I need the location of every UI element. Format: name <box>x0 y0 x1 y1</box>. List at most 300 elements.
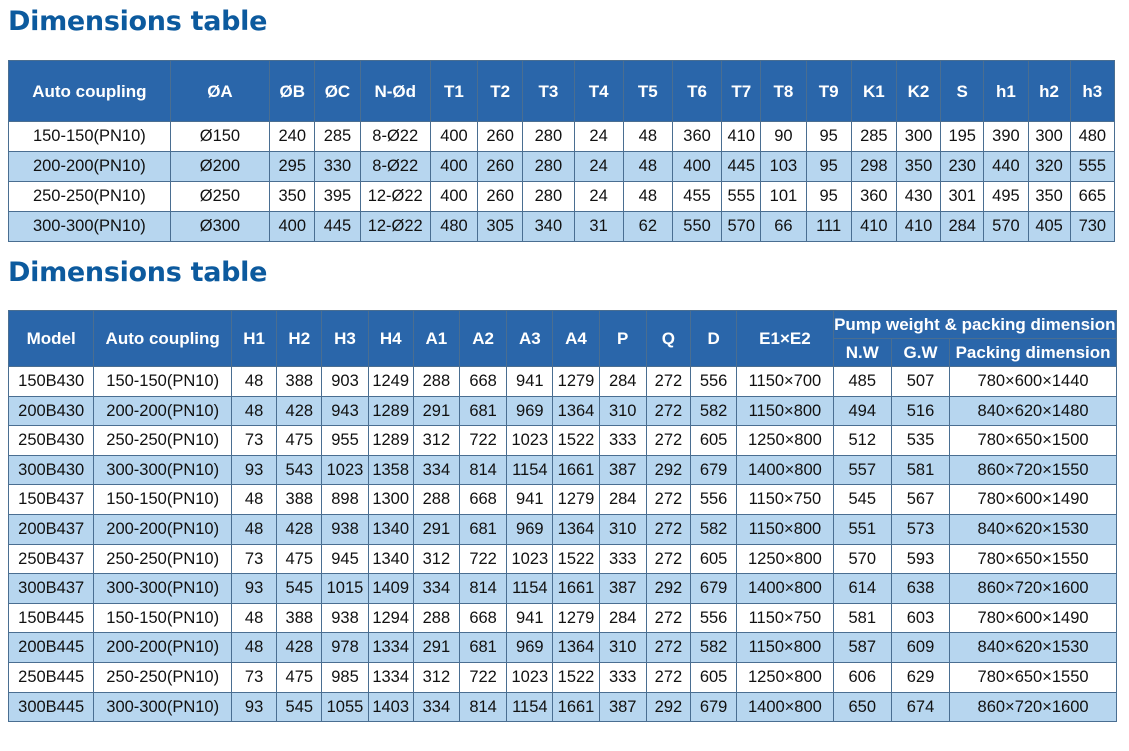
table-cell: 668 <box>460 485 507 515</box>
table-cell: 291 <box>413 514 459 544</box>
table-cell: 593 <box>891 544 949 574</box>
column-header: H3 <box>322 311 368 367</box>
table-cell: 428 <box>277 396 322 426</box>
table-cell: 24 <box>574 122 623 152</box>
table-cell: 668 <box>460 367 507 397</box>
table-cell: 90 <box>761 122 806 152</box>
table-cell: 582 <box>691 633 737 663</box>
table-cell: 305 <box>478 212 523 242</box>
dimensions-table-coupling <box>8 60 1115 242</box>
table-cell: 284 <box>599 367 646 397</box>
table-cell: 1150×800 <box>737 633 833 663</box>
table-cell: Ø200 <box>170 152 269 182</box>
table-cell: 814 <box>460 455 507 485</box>
table-cell: 780×600×1440 <box>950 367 1117 397</box>
table-cell: 629 <box>891 662 949 692</box>
table-cell: 614 <box>833 574 891 604</box>
table-cell: 1334 <box>368 662 413 692</box>
table-cell: 722 <box>460 544 507 574</box>
table-cell: 298 <box>851 152 896 182</box>
table-cell: 310 <box>599 396 646 426</box>
table-cell: 545 <box>277 692 322 722</box>
table-cell: 1154 <box>507 692 553 722</box>
column-header: K1 <box>851 61 896 122</box>
column-header: h1 <box>984 61 1028 122</box>
table-cell: 985 <box>322 662 368 692</box>
table-cell: 334 <box>413 692 459 722</box>
table-cell: 300B437 <box>9 574 94 604</box>
table-cell: 410 <box>722 122 761 152</box>
table-cell: 445 <box>315 212 360 242</box>
table-cell: 280 <box>523 152 574 182</box>
table-cell: 814 <box>460 692 507 722</box>
table-cell: 556 <box>691 485 737 515</box>
table-cell: 1289 <box>368 396 413 426</box>
column-subheader: Packing dimension <box>950 339 1117 367</box>
table-cell: 551 <box>833 514 891 544</box>
table-cell: 480 <box>430 212 477 242</box>
table-cell: 485 <box>833 367 891 397</box>
table-cell: 300B430 <box>9 455 94 485</box>
table-cell: 570 <box>984 212 1028 242</box>
table-cell: 943 <box>322 396 368 426</box>
table-cell: 455 <box>672 182 721 212</box>
table-cell: 969 <box>507 514 553 544</box>
table-cell: 556 <box>691 367 737 397</box>
column-header: D <box>691 311 737 367</box>
table-cell: 550 <box>672 212 721 242</box>
table-cell: 582 <box>691 396 737 426</box>
table-cell: 1279 <box>553 603 599 633</box>
table-cell: 410 <box>851 212 896 242</box>
column-subheader: N.W <box>833 339 891 367</box>
table-cell: 722 <box>460 662 507 692</box>
table-cell: 1400×800 <box>737 455 833 485</box>
table-cell: 557 <box>833 455 891 485</box>
table-cell: 312 <box>413 544 459 574</box>
table-cell: 48 <box>231 367 276 397</box>
table-cell: 350 <box>270 182 315 212</box>
table-cell: 260 <box>478 182 523 212</box>
table-row <box>9 367 1117 397</box>
column-header: ØC <box>315 61 360 122</box>
table-cell: 93 <box>231 692 276 722</box>
table-cell: 334 <box>413 574 459 604</box>
table-cell: 150-150(PN10) <box>94 367 232 397</box>
column-header: K2 <box>896 61 940 122</box>
table-cell: 679 <box>691 574 737 604</box>
table-cell: 780×600×1490 <box>950 485 1117 515</box>
table-cell: 440 <box>984 152 1028 182</box>
table-cell: 1300 <box>368 485 413 515</box>
table-cell: 240 <box>270 122 315 152</box>
table-cell: 1289 <box>368 426 413 456</box>
table1-header-row <box>9 61 1115 122</box>
table-cell: Ø150 <box>170 122 269 152</box>
table-cell: 333 <box>599 426 646 456</box>
table-cell: 1150×750 <box>737 603 833 633</box>
table-cell: 780×650×1550 <box>950 662 1117 692</box>
table-cell: 1023 <box>507 544 553 574</box>
table-cell: 200B430 <box>9 396 94 426</box>
table-cell: 507 <box>891 367 949 397</box>
table-cell: 516 <box>891 396 949 426</box>
table-cell: 1661 <box>553 692 599 722</box>
table-row <box>9 544 1117 574</box>
table-cell: 938 <box>322 514 368 544</box>
table-cell: 230 <box>941 152 984 182</box>
table-cell: 903 <box>322 367 368 397</box>
table-cell: 681 <box>460 633 507 663</box>
table-cell: 494 <box>833 396 891 426</box>
table-cell: 150-150(PN10) <box>94 485 232 515</box>
table-cell: 73 <box>231 662 276 692</box>
table-cell: 272 <box>646 633 690 663</box>
column-header: h2 <box>1028 61 1070 122</box>
table-cell: 665 <box>1070 182 1114 212</box>
table-cell: 291 <box>413 633 459 663</box>
table-row <box>9 603 1117 633</box>
column-header: T5 <box>623 61 672 122</box>
table-cell: 350 <box>1028 182 1070 212</box>
table-cell: 1409 <box>368 574 413 604</box>
table-cell: 545 <box>833 485 891 515</box>
table-cell: 445 <box>722 152 761 182</box>
table-cell: 300-300(PN10) <box>94 574 232 604</box>
table-cell: 300-300(PN10) <box>94 455 232 485</box>
column-header: H1 <box>231 311 276 367</box>
table-cell: 101 <box>761 182 806 212</box>
table-cell: 840×620×1530 <box>950 633 1117 663</box>
table-cell: 400 <box>672 152 721 182</box>
table-cell: 48 <box>231 633 276 663</box>
table-cell: 395 <box>315 182 360 212</box>
table-cell: 780×650×1550 <box>950 544 1117 574</box>
table-cell: 310 <box>599 633 646 663</box>
table-cell: 650 <box>833 692 891 722</box>
table-cell: 292 <box>646 574 690 604</box>
table-cell: 291 <box>413 396 459 426</box>
group-header: Pump weight & packing dimension <box>833 311 1116 339</box>
table-cell: 272 <box>646 544 690 574</box>
table-cell: 969 <box>507 396 553 426</box>
table-cell: 150-150(PN10) <box>9 122 171 152</box>
table-cell: 24 <box>574 182 623 212</box>
table-cell: 62 <box>623 212 672 242</box>
table-row <box>9 396 1117 426</box>
table-cell: 272 <box>646 396 690 426</box>
table-cell: 581 <box>891 455 949 485</box>
column-header: T8 <box>761 61 806 122</box>
table-cell: 333 <box>599 544 646 574</box>
table-row <box>9 692 1117 722</box>
table-cell: 284 <box>599 485 646 515</box>
column-header: A3 <box>507 311 553 367</box>
table-cell: 95 <box>806 182 851 212</box>
table-cell: 1279 <box>553 485 599 515</box>
table-cell: 1279 <box>553 367 599 397</box>
table-cell: 360 <box>851 182 896 212</box>
table-cell: 387 <box>599 455 646 485</box>
table-cell: 73 <box>231 544 276 574</box>
table-cell: 1358 <box>368 455 413 485</box>
table-cell: 292 <box>646 692 690 722</box>
table-cell: 73 <box>231 426 276 456</box>
table-cell: 1055 <box>322 692 368 722</box>
table-row <box>9 426 1117 456</box>
table-row <box>9 662 1117 692</box>
table-cell: 1023 <box>322 455 368 485</box>
table-cell: 272 <box>646 367 690 397</box>
table-cell: 272 <box>646 485 690 515</box>
table-cell: 556 <box>691 603 737 633</box>
table-cell: 292 <box>646 455 690 485</box>
table-cell: 1250×800 <box>737 544 833 574</box>
table-cell: 814 <box>460 574 507 604</box>
table-cell: 387 <box>599 692 646 722</box>
table-cell: 388 <box>277 485 322 515</box>
column-header: Auto coupling <box>9 61 171 122</box>
table-cell: 48 <box>231 603 276 633</box>
column-header: A1 <box>413 311 459 367</box>
table-cell: 1023 <box>507 662 553 692</box>
table-cell: 250-250(PN10) <box>94 544 232 574</box>
table-cell: 567 <box>891 485 949 515</box>
column-header: H2 <box>277 311 322 367</box>
table-row <box>9 455 1117 485</box>
table-cell: 1340 <box>368 514 413 544</box>
column-subheader: G.W <box>891 339 949 367</box>
table-cell: 428 <box>277 514 322 544</box>
table-cell: 475 <box>277 544 322 574</box>
table-cell: 200B445 <box>9 633 94 663</box>
table-cell: 300B445 <box>9 692 94 722</box>
column-header: T2 <box>478 61 523 122</box>
column-header: Model <box>9 311 94 367</box>
column-header: ØA <box>170 61 269 122</box>
column-header: E1×E2 <box>737 311 833 367</box>
table-cell: 410 <box>896 212 940 242</box>
table-cell: 300-300(PN10) <box>94 692 232 722</box>
table-cell: 301 <box>941 182 984 212</box>
table-cell: 295 <box>270 152 315 182</box>
table-cell: 388 <box>277 367 322 397</box>
table-cell: 284 <box>599 603 646 633</box>
table-cell: 195 <box>941 122 984 152</box>
table-cell: 475 <box>277 426 322 456</box>
table-cell: 334 <box>413 455 459 485</box>
table-cell: 95 <box>806 122 851 152</box>
table-cell: 840×620×1480 <box>950 396 1117 426</box>
table-cell: 333 <box>599 662 646 692</box>
table-cell: 1364 <box>553 633 599 663</box>
table-cell: 288 <box>413 367 459 397</box>
table-cell: 1294 <box>368 603 413 633</box>
column-header: T7 <box>722 61 761 122</box>
table-cell: 48 <box>623 122 672 152</box>
table-cell: 300 <box>1028 122 1070 152</box>
table-cell: 898 <box>322 485 368 515</box>
table-cell: 284 <box>941 212 984 242</box>
table-cell: 605 <box>691 544 737 574</box>
table-cell: 400 <box>430 182 477 212</box>
table-cell: 495 <box>984 182 1028 212</box>
table-cell: 1522 <box>553 544 599 574</box>
column-header: Auto coupling <box>94 311 232 367</box>
table-cell: 48 <box>231 396 276 426</box>
table-cell: 535 <box>891 426 949 456</box>
column-header: T6 <box>672 61 721 122</box>
table-cell: 250B445 <box>9 662 94 692</box>
table-cell: 582 <box>691 514 737 544</box>
table-cell: 543 <box>277 455 322 485</box>
table-cell: 200B437 <box>9 514 94 544</box>
table-cell: 860×720×1550 <box>950 455 1117 485</box>
table-cell: 430 <box>896 182 940 212</box>
table-cell: 638 <box>891 574 949 604</box>
table-cell: 48 <box>231 485 276 515</box>
table-cell: 428 <box>277 633 322 663</box>
table-cell: 388 <box>277 603 322 633</box>
table-cell: 941 <box>507 367 553 397</box>
table-cell: 1522 <box>553 426 599 456</box>
table-cell: 860×720×1600 <box>950 574 1117 604</box>
table-cell: 1364 <box>553 396 599 426</box>
table-row <box>9 514 1117 544</box>
table-cell: 1340 <box>368 544 413 574</box>
table-row <box>9 633 1117 663</box>
table-cell: 150B437 <box>9 485 94 515</box>
table-cell: 390 <box>984 122 1028 152</box>
table-cell: 12-Ø22 <box>360 212 430 242</box>
table-cell: 111 <box>806 212 851 242</box>
table-cell: 350 <box>896 152 940 182</box>
table-cell: 480 <box>1070 122 1114 152</box>
table-cell: 405 <box>1028 212 1070 242</box>
table-cell: 312 <box>413 426 459 456</box>
table-cell: 12-Ø22 <box>360 182 430 212</box>
table-cell: 300-300(PN10) <box>9 212 171 242</box>
table-cell: 1400×800 <box>737 574 833 604</box>
table-cell: 1661 <box>553 455 599 485</box>
table-cell: 360 <box>672 122 721 152</box>
table-cell: 605 <box>691 426 737 456</box>
table-cell: 681 <box>460 514 507 544</box>
table-cell: 555 <box>722 182 761 212</box>
table-cell: 1249 <box>368 367 413 397</box>
table-cell: 330 <box>315 152 360 182</box>
table-cell: 512 <box>833 426 891 456</box>
table-cell: 250-250(PN10) <box>9 182 171 212</box>
table-cell: 272 <box>646 514 690 544</box>
table-cell: 679 <box>691 692 737 722</box>
table-cell: 573 <box>891 514 949 544</box>
table-cell: 860×720×1600 <box>950 692 1117 722</box>
table-cell: 606 <box>833 662 891 692</box>
table-cell: 955 <box>322 426 368 456</box>
table-cell: 150-150(PN10) <box>94 603 232 633</box>
table-cell: 103 <box>761 152 806 182</box>
table-cell: 1403 <box>368 692 413 722</box>
column-header: A4 <box>553 311 599 367</box>
table-cell: 280 <box>523 182 574 212</box>
table1-title: Dimensions table <box>8 6 268 37</box>
table-cell: 93 <box>231 574 276 604</box>
table-cell: 1154 <box>507 455 553 485</box>
table-cell: 1150×800 <box>737 396 833 426</box>
table-row <box>9 212 1115 242</box>
table-cell: Ø250 <box>170 182 269 212</box>
table-cell: 605 <box>691 662 737 692</box>
table-cell: 150B430 <box>9 367 94 397</box>
table-cell: 1150×800 <box>737 514 833 544</box>
table-cell: 150B445 <box>9 603 94 633</box>
table-cell: 31 <box>574 212 623 242</box>
table-cell: 95 <box>806 152 851 182</box>
table-cell: 581 <box>833 603 891 633</box>
column-header: N-Ød <box>360 61 430 122</box>
table-cell: 280 <box>523 122 574 152</box>
table-cell: 272 <box>646 603 690 633</box>
table-cell: 200-200(PN10) <box>94 514 232 544</box>
column-header: T3 <box>523 61 574 122</box>
table-cell: 310 <box>599 514 646 544</box>
table-cell: 587 <box>833 633 891 663</box>
column-header: P <box>599 311 646 367</box>
table-cell: 1154 <box>507 574 553 604</box>
column-header: T4 <box>574 61 623 122</box>
table-cell: 200-200(PN10) <box>9 152 171 182</box>
table-cell: 1015 <box>322 574 368 604</box>
column-header: T9 <box>806 61 851 122</box>
table-cell: 200-200(PN10) <box>94 396 232 426</box>
dimensions-table-model <box>8 310 1117 722</box>
table-cell: 48 <box>623 182 672 212</box>
table-row <box>9 182 1115 212</box>
table-cell: 475 <box>277 662 322 692</box>
table-cell: 8-Ø22 <box>360 152 430 182</box>
table-row <box>9 485 1117 515</box>
column-header: h3 <box>1070 61 1114 122</box>
table-cell: 681 <box>460 396 507 426</box>
table-cell: 603 <box>891 603 949 633</box>
table-cell: 250-250(PN10) <box>94 662 232 692</box>
table-cell: 945 <box>322 544 368 574</box>
table-cell: Ø300 <box>170 212 269 242</box>
table-cell: 48 <box>623 152 672 182</box>
table-cell: 555 <box>1070 152 1114 182</box>
table-cell: 285 <box>851 122 896 152</box>
table-cell: 288 <box>413 485 459 515</box>
table-cell: 340 <box>523 212 574 242</box>
table-cell: 250B437 <box>9 544 94 574</box>
table-cell: 1522 <box>553 662 599 692</box>
table-cell: 272 <box>646 662 690 692</box>
column-header: A2 <box>460 311 507 367</box>
table-cell: 93 <box>231 455 276 485</box>
table-cell: 260 <box>478 152 523 182</box>
table-cell: 780×650×1500 <box>950 426 1117 456</box>
table-cell: 24 <box>574 152 623 182</box>
table-cell: 1364 <box>553 514 599 544</box>
table-cell: 285 <box>315 122 360 152</box>
table-row <box>9 152 1115 182</box>
table2-header-row <box>9 311 1117 339</box>
table-cell: 941 <box>507 485 553 515</box>
column-header: Q <box>646 311 690 367</box>
table-cell: 200-200(PN10) <box>94 633 232 663</box>
table-cell: 288 <box>413 603 459 633</box>
